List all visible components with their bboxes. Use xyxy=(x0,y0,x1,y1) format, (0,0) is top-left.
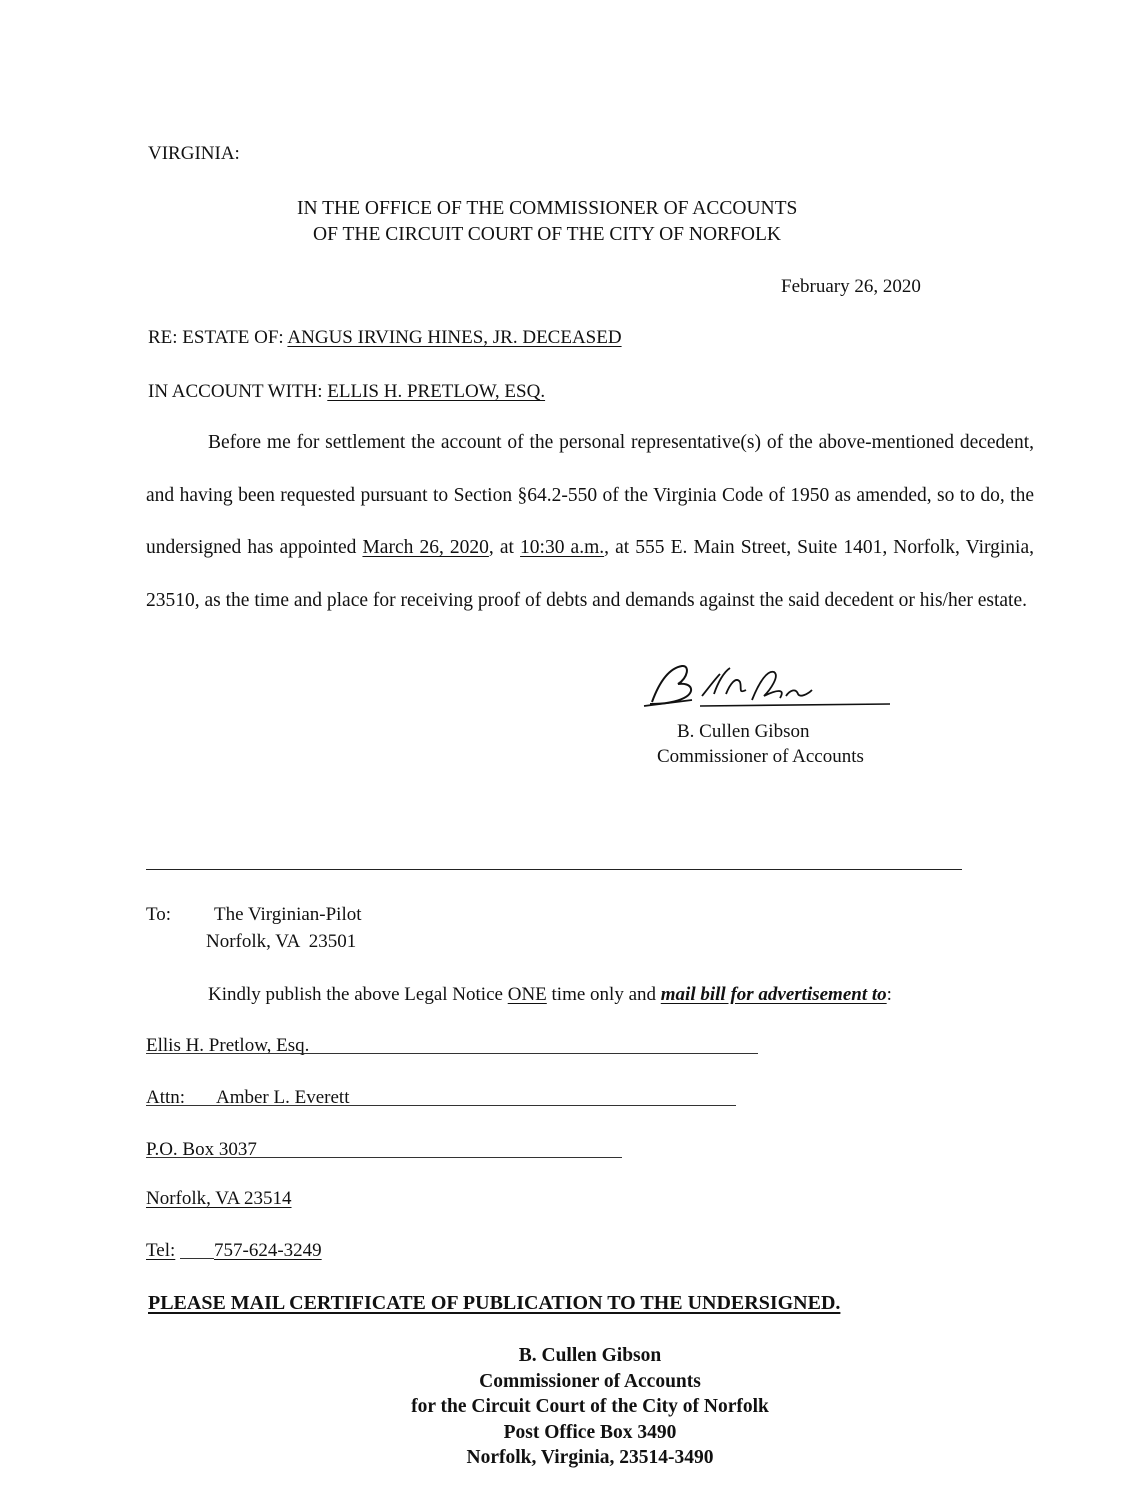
to-label: To: xyxy=(146,904,172,925)
billing-attn-rule xyxy=(146,1105,736,1106)
footer-line-4: Post Office Box 3490 xyxy=(503,1421,677,1443)
handwritten-signature xyxy=(640,660,900,720)
instruction-text-3: : xyxy=(886,984,892,1005)
publish-instruction xyxy=(208,985,892,1004)
billing-city: Norfolk, VA 23514 xyxy=(146,1188,292,1209)
commissioner-address-block xyxy=(340,1343,840,1471)
account-label: IN ACCOUNT WITH: xyxy=(148,381,323,402)
settlement-paragraph xyxy=(146,417,1034,627)
mail-bill-emphasis: mail bill for advertisement to xyxy=(660,984,887,1005)
billing-name-rule xyxy=(146,1053,758,1054)
paragraph-text-3: , at 555 E. Main Street, Suite 1401, Norfolk, Virginia, 23510, as the time and place for receiving proof of debts and demands against the said decedent or his/her estate. xyxy=(146,537,1034,611)
recipient-name: The Virginian-Pilot xyxy=(214,904,362,925)
hearing-date: March 26, 2020 xyxy=(362,537,489,558)
account-name: ELLIS H. PRETLOW, ESQ. xyxy=(327,381,546,402)
billing-attn-name: Amber L. Everett xyxy=(216,1087,350,1108)
office-title-line1: IN THE OFFICE OF THE COMMISSIONER OF ACCOUNTS xyxy=(297,198,798,219)
recipient-city: Norfolk, VA 23501 xyxy=(206,931,357,952)
office-title-line2: OF THE CIRCUIT COURT OF THE CITY OF NORFOLK xyxy=(313,224,781,245)
publish-count: ONE xyxy=(507,984,547,1005)
billing-attn-label: Attn: xyxy=(146,1087,186,1108)
billing-po-box: P.O. Box 3037 xyxy=(146,1139,257,1160)
account-line xyxy=(148,382,545,401)
certificate-notice: PLEASE MAIL CERTIFICATE OF PUBLICATION TO THE UNDERSIGNED. xyxy=(148,1292,841,1314)
signer-name: B. Cullen Gibson xyxy=(677,721,810,742)
footer-line-5: Norfolk, Virginia, 23514-3490 xyxy=(466,1447,714,1468)
billing-name: Ellis H. Pretlow, Esq. xyxy=(146,1035,310,1056)
paragraph-text-2: , at xyxy=(488,537,521,558)
paragraph-text-1: Before me for settlement the account of the personal representative(s) of the above-mentioned decedent, and having been requested pursuant to Section §64.2-550 of the Virginia Code of 1950 as amended, so to do, the undersigned has appointed xyxy=(146,432,1034,558)
estate-label: RE: ESTATE OF: xyxy=(148,327,284,348)
footer-line-1: B. Cullen Gibson xyxy=(518,1345,662,1366)
billing-tel-label: Tel: xyxy=(146,1240,176,1261)
signer-title: Commissioner of Accounts xyxy=(657,746,864,767)
instruction-text-1: Kindly publish the above Legal Notice xyxy=(208,984,508,1005)
billing-box-rule xyxy=(146,1157,622,1158)
instruction-text-2: time only and xyxy=(546,984,661,1005)
hearing-time: 10:30 a.m. xyxy=(520,537,605,558)
footer-line-2: Commissioner of Accounts xyxy=(479,1370,701,1392)
state-heading: VIRGINIA: xyxy=(148,143,240,164)
footer-line-3: for the Circuit Court of the City of Norfolk xyxy=(411,1396,769,1417)
billing-tel-rule xyxy=(180,1258,214,1259)
estate-name: ANGUS IRVING HINES, JR. DECEASED xyxy=(287,327,622,348)
estate-line xyxy=(148,328,622,347)
section-divider xyxy=(146,869,962,870)
notice-date: February 26, 2020 xyxy=(781,276,921,297)
billing-tel: 757-624-3249 xyxy=(214,1240,322,1261)
